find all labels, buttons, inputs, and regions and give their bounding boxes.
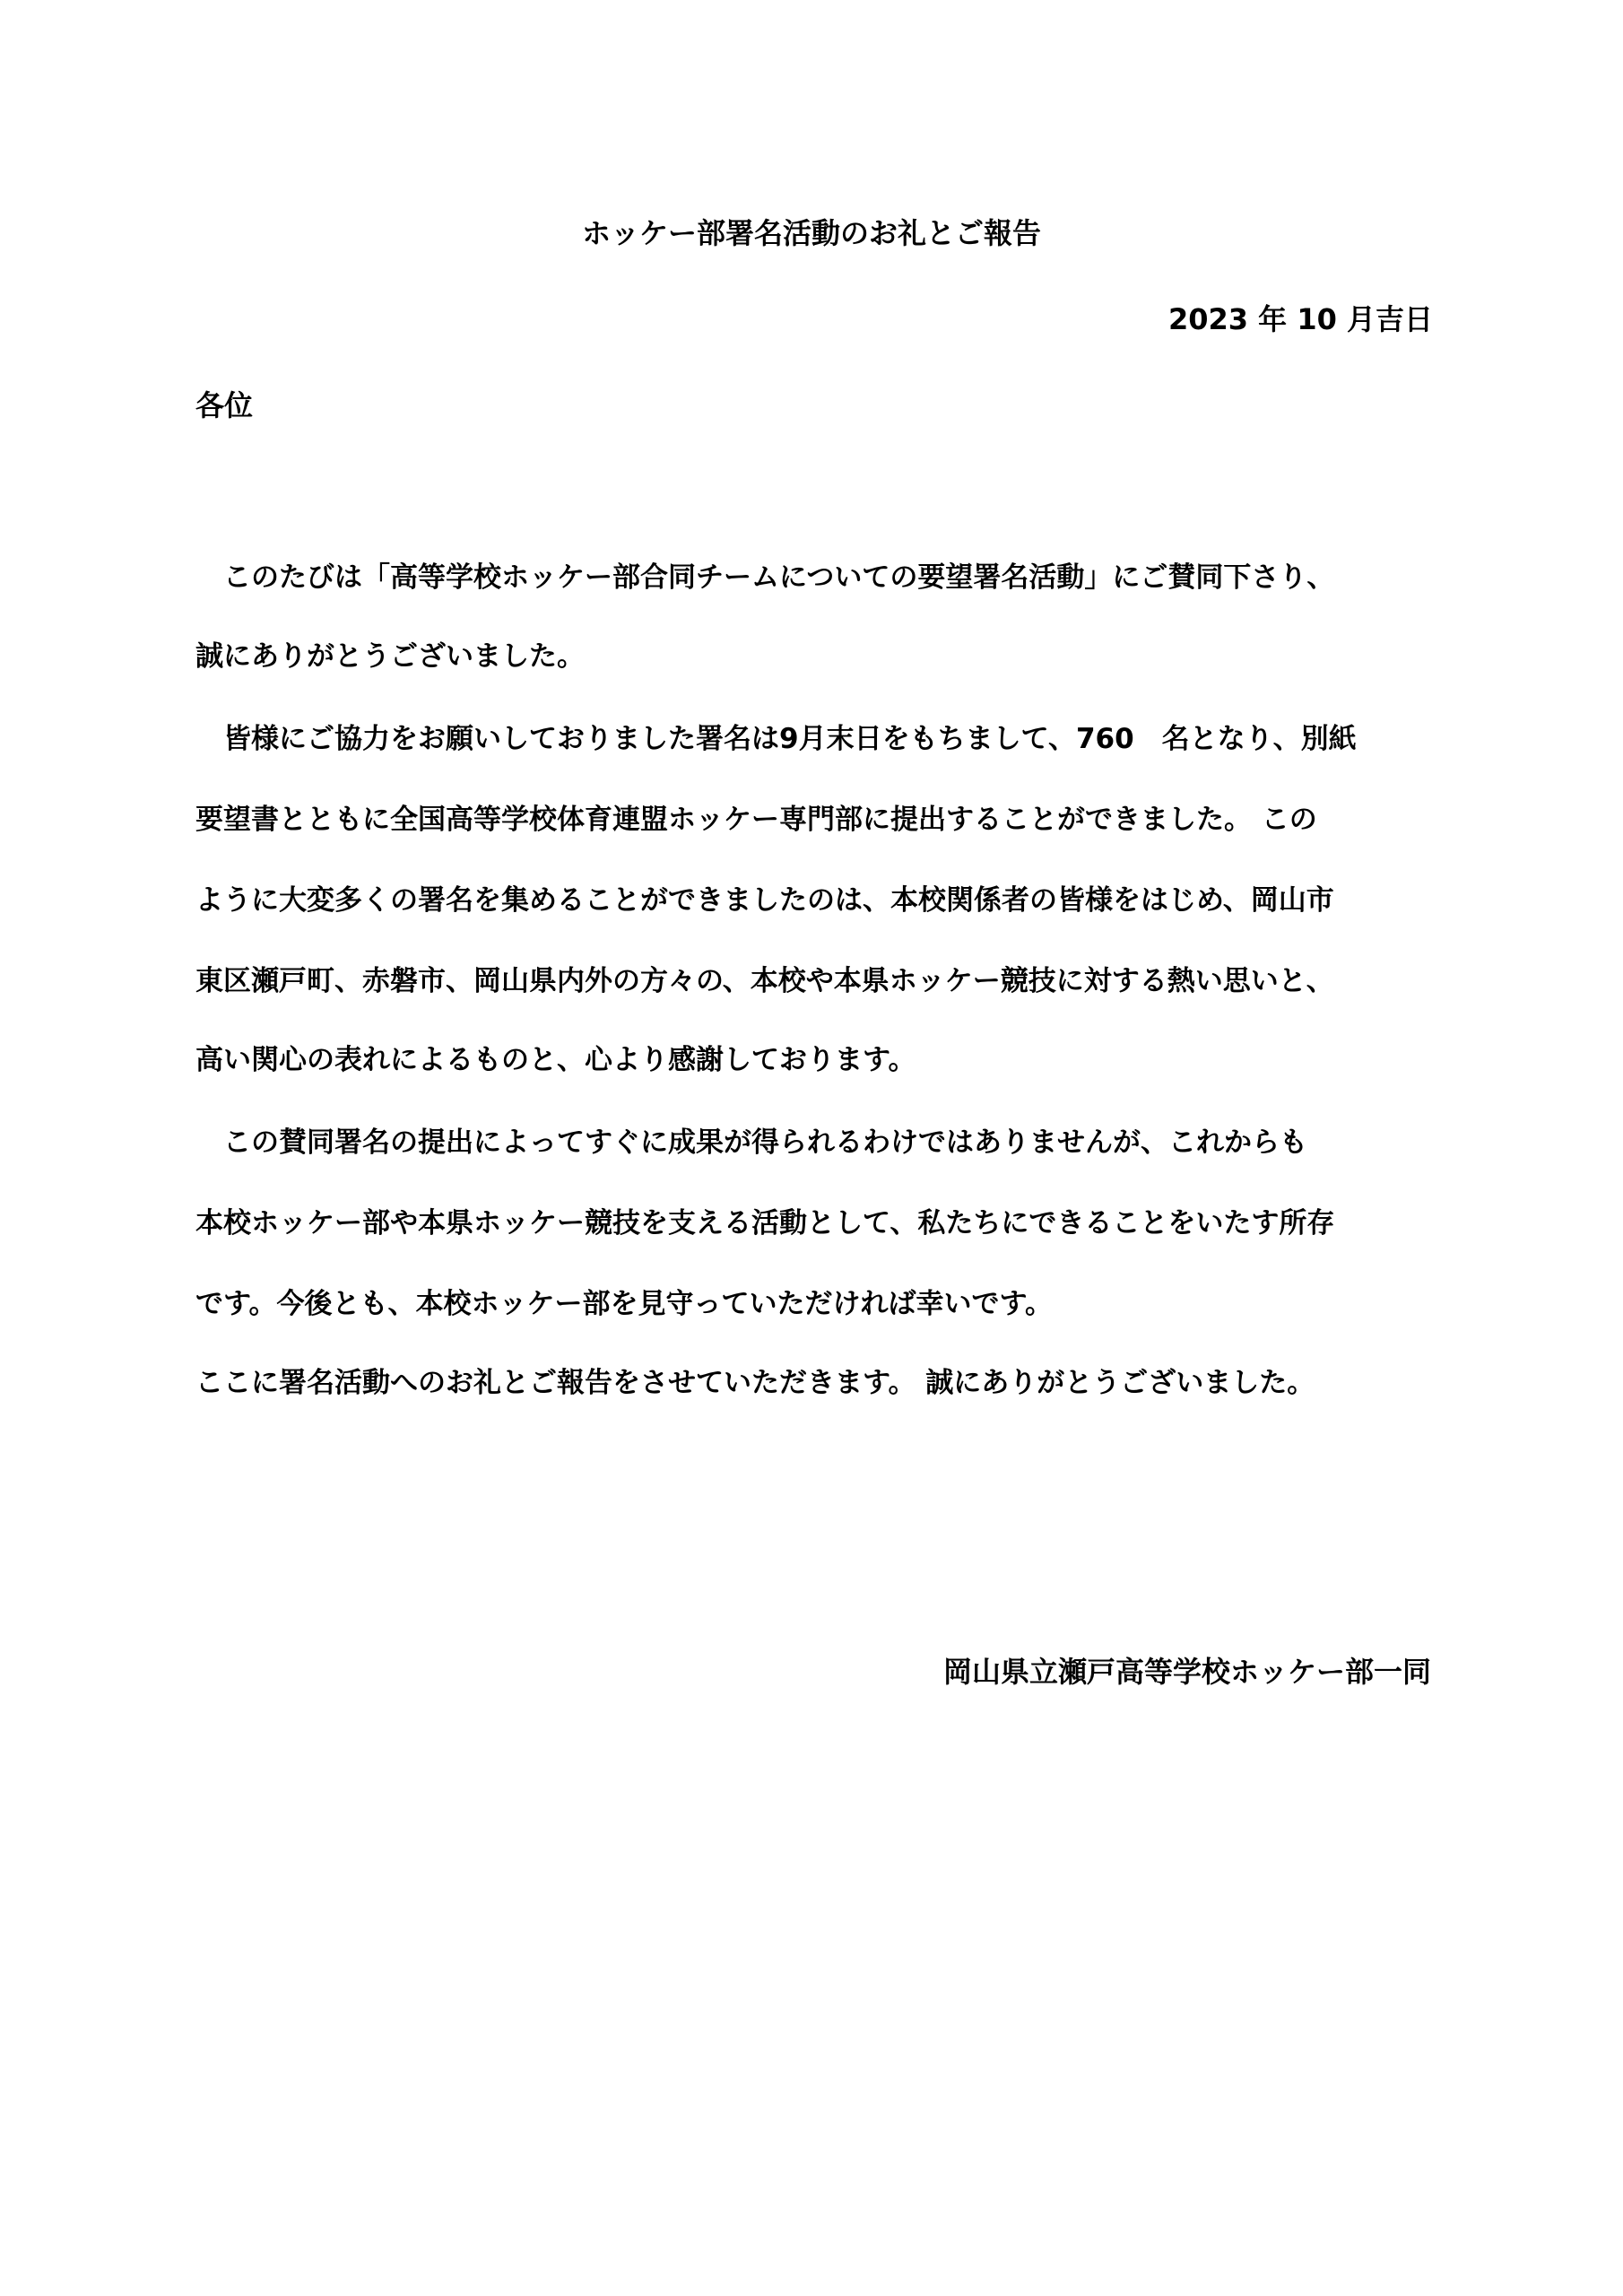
body-line: 皆様にご協力をお願いしておりました署名は9月末日をもちまして、760 名となり、別紙 (195, 723, 1357, 755)
body-line: ここに署名活動へのお礼とご報告をさせていただきます。 誠にありがとうございました。 (195, 1367, 1315, 1399)
body-line: 要望書とともに全国高等学校体育連盟ホッケー専門部に提出することができました。 この (195, 804, 1317, 836)
document-date: 2023 年 10 月吉日 (1167, 302, 1433, 336)
body-line: この賛同署名の提出によってすぐに成果が得られるわけではありませんが、これからも (195, 1126, 1307, 1159)
body-line: 本校ホッケー部や本県ホッケー競技を支える活動として、私たちにできることをいたす所存 (195, 1207, 1335, 1239)
body-line: 高い関心の表れによるものと、心より感謝しております。 (195, 1044, 916, 1076)
body-line: 誠にありがとうございました。 (195, 640, 585, 673)
sender-signature: 岡山県立瀬戸高等学校ホッケー部一同 (942, 1655, 1431, 1689)
document-title: ホッケー部署名活動のお礼とご報告 (581, 216, 1041, 250)
body-line: ように大変多くの署名を集めることができましたのは、本校関係者の皆様をはじめ、岡山市 (195, 884, 1334, 917)
addressee: 各位 (195, 388, 254, 422)
body-line: 東区瀬戸町、赤磐市、岡山県内外の方々の、本校や本県ホッケー競技に対する熱い思いと、 (195, 965, 1334, 997)
body-line: です。今後とも、本校ホッケー部を見守っていただければ幸いです。 (195, 1288, 1054, 1320)
body-line: このたびは「高等学校ホッケー部合同チームについての要望署名活動」にご賛同下さり、 (195, 561, 1335, 594)
